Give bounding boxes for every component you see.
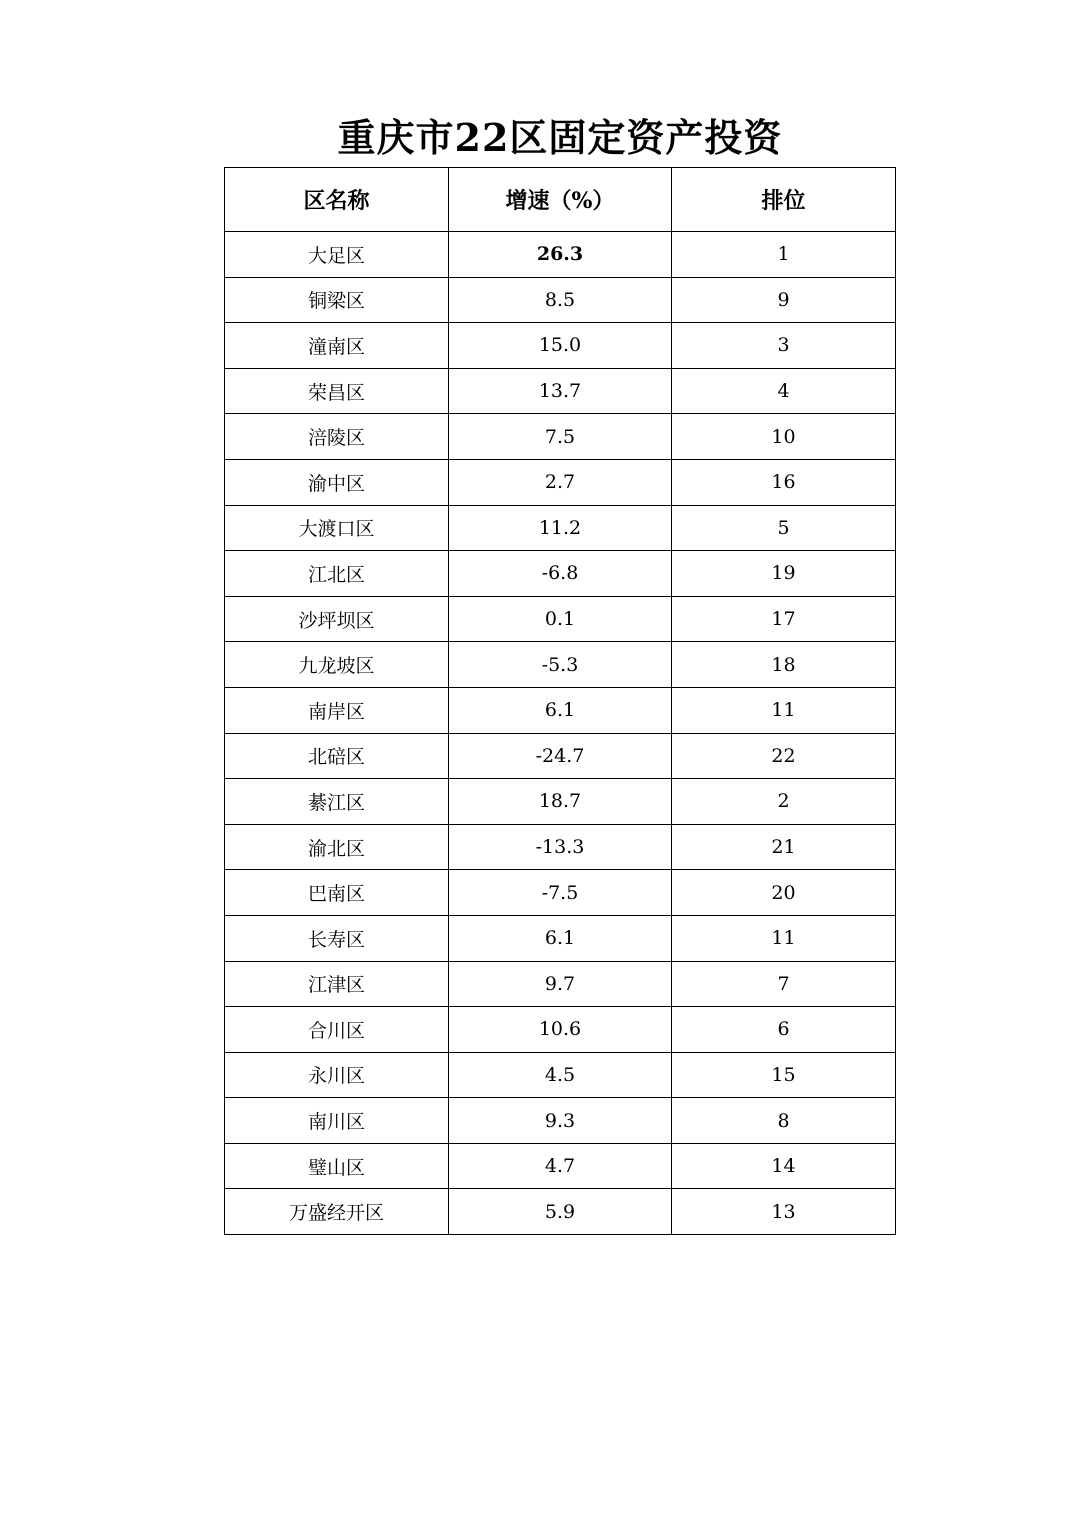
district-cell: 南岸区 [225,687,449,733]
table-row [225,1189,896,1235]
table-row [225,596,896,642]
district-cell: 潼南区 [225,323,449,369]
district-cell: 长寿区 [225,915,449,961]
table-row [225,733,896,779]
district-cell: 璧山区 [225,1143,449,1189]
growth-cell: 2.7 [449,459,672,505]
growth-cell: 4.7 [449,1143,672,1189]
table-row [225,870,896,916]
table-row [225,824,896,870]
growth-cell: 13.7 [449,368,672,414]
growth-cell: 9.7 [449,961,672,1007]
growth-cell: 6.1 [449,915,672,961]
growth-cell: 7.5 [449,414,672,460]
district-cell: 渝北区 [225,824,449,870]
district-cell: 渝中区 [225,459,449,505]
growth-cell: 15.0 [449,323,672,369]
district-cell: 荣昌区 [225,368,449,414]
table-row [225,915,896,961]
rank-cell: 3 [672,323,896,369]
table-row [225,232,896,278]
rank-cell: 11 [672,687,896,733]
growth-cell: 8.5 [449,277,672,323]
district-cell: 大渡口区 [225,505,449,551]
district-cell: 北碚区 [225,733,449,779]
district-cell: 沙坪坝区 [225,596,449,642]
district-cell: 江津区 [225,961,449,1007]
table-row [225,368,896,414]
table-row [225,459,896,505]
table-row [225,414,896,460]
table-header-row [225,168,896,232]
page-title: 重庆市22区固定资产投资 [337,115,783,160]
district-cell: 大足区 [225,232,449,278]
rank-cell: 1 [672,232,896,278]
growth-cell: 11.2 [449,505,672,551]
header-growth: 增速（%） [449,168,672,232]
investment-table [224,167,896,1235]
table-row [225,505,896,551]
district-cell: 万盛经开区 [225,1189,449,1235]
rank-cell: 14 [672,1143,896,1189]
table-row [225,779,896,825]
rank-cell: 2 [672,779,896,825]
growth-cell: 4.5 [449,1052,672,1098]
rank-cell: 22 [672,733,896,779]
rank-cell: 8 [672,1098,896,1144]
district-cell: 铜梁区 [225,277,449,323]
table-row [225,277,896,323]
growth-cell: -6.8 [449,551,672,597]
rank-cell: 21 [672,824,896,870]
growth-cell: -13.3 [449,824,672,870]
rank-cell: 4 [672,368,896,414]
table-row [225,1098,896,1144]
growth-cell: 26.3 [449,232,672,278]
district-cell: 合川区 [225,1007,449,1053]
rank-cell: 15 [672,1052,896,1098]
growth-cell: -5.3 [449,642,672,688]
table-row [225,1007,896,1053]
table-row [225,642,896,688]
growth-cell: -24.7 [449,733,672,779]
district-cell: 江北区 [225,551,449,597]
growth-cell: 5.9 [449,1189,672,1235]
district-cell: 綦江区 [225,779,449,825]
table-row [225,1052,896,1098]
growth-cell: 6.1 [449,687,672,733]
rank-cell: 19 [672,551,896,597]
rank-cell: 11 [672,915,896,961]
rank-cell: 17 [672,596,896,642]
table-row [225,687,896,733]
rank-cell: 5 [672,505,896,551]
growth-cell: 0.1 [449,596,672,642]
rank-cell: 9 [672,277,896,323]
district-cell: 九龙坡区 [225,642,449,688]
rank-cell: 10 [672,414,896,460]
growth-cell: 18.7 [449,779,672,825]
district-cell: 永川区 [225,1052,449,1098]
growth-cell: 9.3 [449,1098,672,1144]
district-cell: 涪陵区 [225,414,449,460]
district-cell: 巴南区 [225,870,449,916]
rank-cell: 18 [672,642,896,688]
header-district: 区名称 [225,168,449,232]
district-cell: 南川区 [225,1098,449,1144]
growth-cell: 10.6 [449,1007,672,1053]
rank-cell: 16 [672,459,896,505]
rank-cell: 7 [672,961,896,1007]
rank-cell: 6 [672,1007,896,1053]
table-row [225,1143,896,1189]
rank-cell: 20 [672,870,896,916]
header-rank: 排位 [672,168,896,232]
table-row [225,961,896,1007]
rank-cell: 13 [672,1189,896,1235]
table-row [225,551,896,597]
table-row [225,323,896,369]
growth-cell: -7.5 [449,870,672,916]
